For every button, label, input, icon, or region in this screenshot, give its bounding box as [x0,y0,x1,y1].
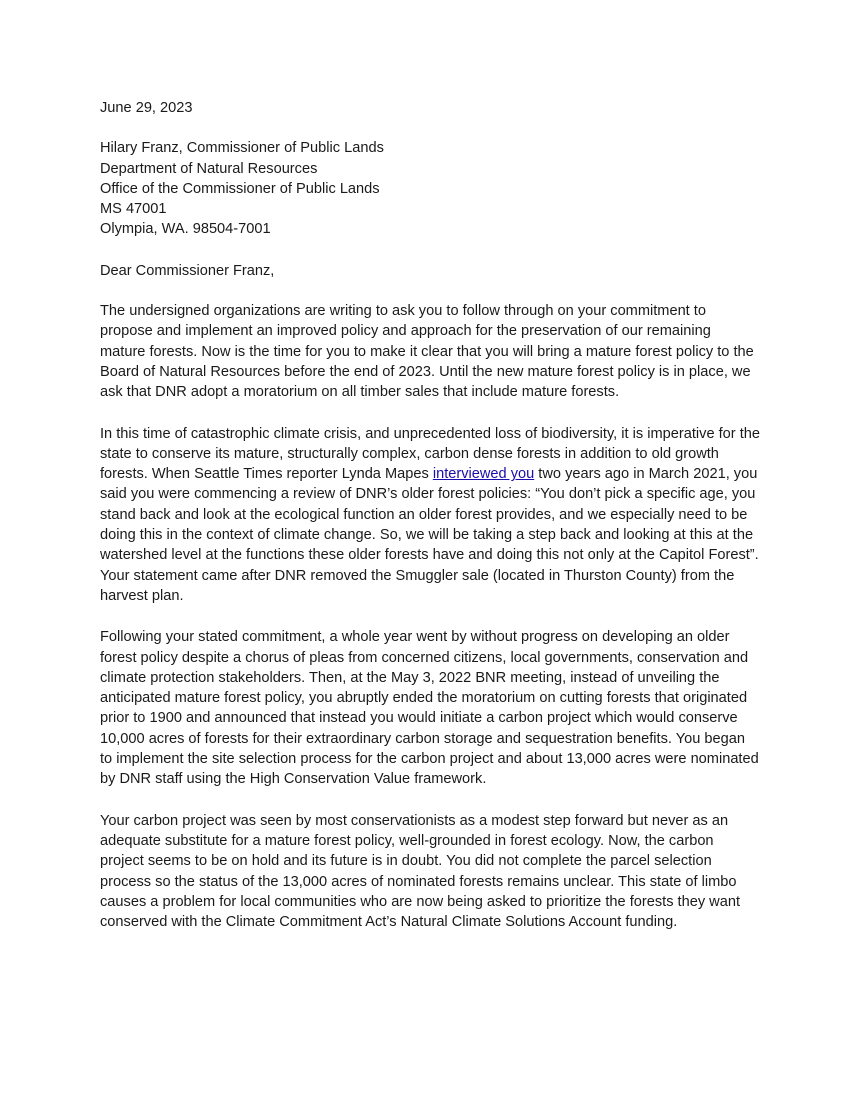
paragraph-climate-crisis-text-end: two years ago in March 2021, you said you were commencing a review of DNR’s older forest policies: “You don’t pick a specific age, you stand back and look at the ecological function an older forest provides, and we especially need to be doing this in the context of climate change. So, we will be taking a step back and looking at this at the watershed level at the functions these older forests have and doing this not only at the Capitol Forest”. Your statement came after DNR removed the Smuggler sale (located in Thurston County) from the harvest plan. [100,466,759,604]
paragraph-climate-crisis [100,424,760,607]
address-line-name: Hilary Franz, Commissioner of Public Lands [100,140,384,157]
recipient-address [100,138,760,239]
paragraph-moratorium-request: The undersigned organizations are writing to ask you to follow through on your commitment to propose and implement an improved policy and approach for the preservation of our remaining mature forests. Now is the time for you to make it clear that you will bring a mature forest policy to the Board of Natural Resources before the end of 2023. Until the new mature forest policy is in place, we ask that DNR adopt a moratorium on all timber sales that include mature forests. [100,303,754,401]
paragraph-climate-crisis-text-start: In this time of catastrophic climate crisis, and unprecedented loss of biodiversity, it is imperative for the state to conserve its mature, structurally complex, carbon dense forests in addition to old growth forests. When Seattle Times reporter Lynda Mapes [100,425,760,483]
interview-link[interactable]: interviewed you [432,466,535,483]
paragraph-carbon-project: Your carbon project was seen by most conservationists as a modest step forward but never as an adequate substitute for a mature forest policy, well-grounded in forest ecology. Now, the carbon project seems to be on hold and its future is in doubt. You did not complete the parcel selection process so the status of the 13,000 acres of nominated forests remains unclear. This state of limbo causes a problem for local communities who are now being asked to prioritize the forests they want conserved with the Climate Commitment Act’s Natural Climate Solutions Account funding. [100,812,741,931]
address-line-department: Department of Natural Resources [100,160,318,177]
address-line-mailstop: MS 47001 [100,201,167,218]
paragraph-stated-commitment: Following your stated commitment, a whole year went by without progress on developing an older forest policy despite a chorus of pleas from concerned citizens, local governments, conservation and climate protection stakeholders. Then, at the May 3, 2022 BNR meeting, instead of unveiling the anticipated mature forest policy, you abruptly ended the moratorium on cutting forests that originated prior to 1900 and announced that instead you would initiate a carbon project which would conserve 10,000 acres of forests for their extraordinary carbon storage and sequestration benefits. You began to implement the site selection process for the carbon project and about 13,000 acres were nominated by DNR staff using the High Conservation Value framework. [100,629,759,788]
letter-date: June 29, 2023 [100,100,193,116]
address-line-office: Office of the Commissioner of Public Lands [100,180,380,197]
address-line-city: Olympia, WA. 98504-7001 [100,221,271,238]
letter-body [100,98,760,953]
salutation: Dear Commissioner Franz, [100,262,275,279]
